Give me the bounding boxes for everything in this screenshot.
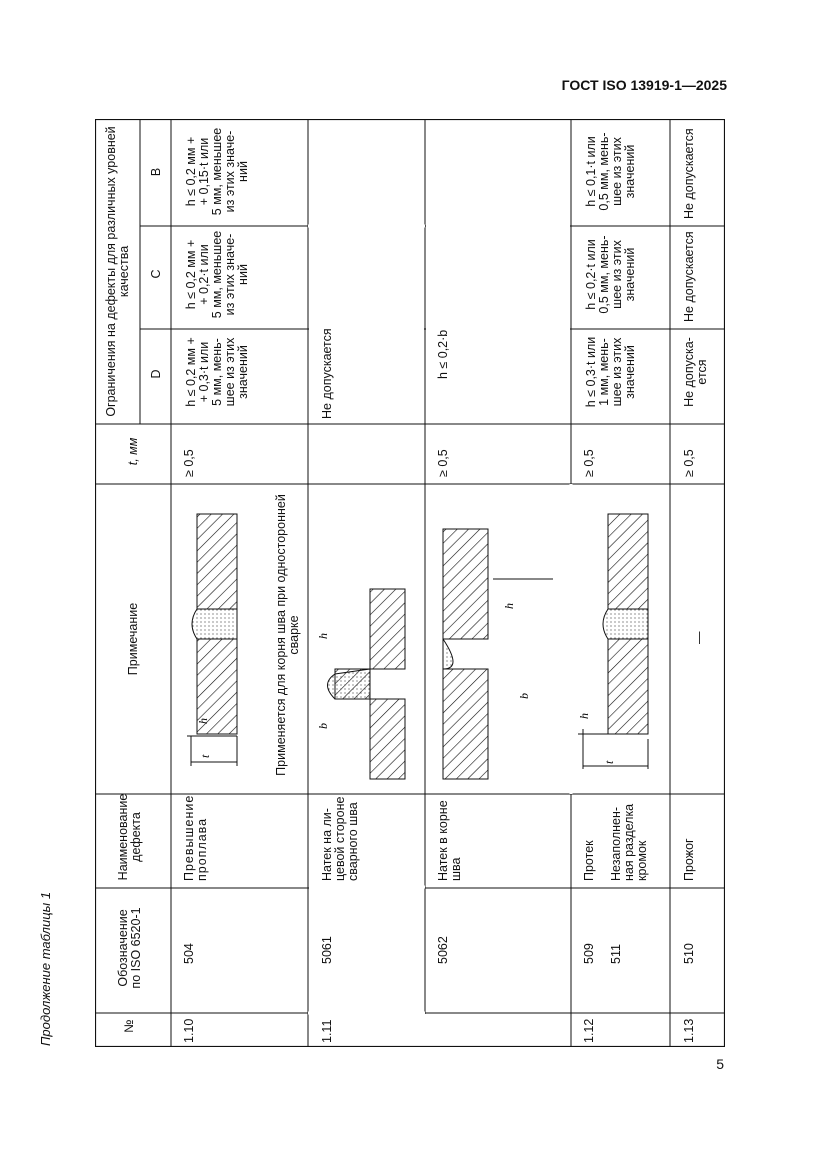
row-1-10-t: ≥ 0,5 <box>182 449 196 477</box>
sketch-overlap-root <box>433 519 563 789</box>
row-1-12-d: h ≤ 0,3·t или 1 мм, мень- шее из этих значений <box>584 336 637 408</box>
col-header-t: t, мм <box>126 437 140 466</box>
row-1-11-designation: 5061 <box>320 936 334 964</box>
col-header-limits: Ограничения на дефекты для различных уровней качества <box>104 126 131 417</box>
row-5062-designation: 5062 <box>436 936 450 964</box>
row-1-13-name: Прожог <box>682 838 696 881</box>
row-1-10-note: Применяется для корня шва при односторонней сварке <box>274 494 301 776</box>
row-1-10-name: Превышение проплава <box>182 794 209 881</box>
row-1-12-designation: 509 511 <box>582 943 623 964</box>
sketch-excess-penetration <box>187 504 267 774</box>
table-caption: Продолжение таблицы 1 <box>38 891 53 1046</box>
label-t-2: t <box>602 760 616 764</box>
row-1-10-b: h ≤ 0,2 мм + + 0,15·t или 5 мм, меньшее из этих значе- ний <box>184 127 250 216</box>
label-h-2: h <box>316 633 330 639</box>
row-5062-t: ≥ 0,5 <box>436 449 450 477</box>
label-t: t <box>198 754 212 758</box>
row-1-12-b: h ≤ 0,1·t или 0,5 мм, мень- шее из этих значений <box>584 132 637 211</box>
col-header-name: Наименование дефекта <box>116 793 143 881</box>
col-header-note: Примечание <box>126 602 140 676</box>
label-b-2: b <box>517 693 531 699</box>
row-1-12-name: Протек Незаполнен- ная разделка кромок <box>582 803 649 881</box>
row-1-10-c: h ≤ 0,2 мм + + 0,2·t или 5 мм, меньшее из этих значе- ний <box>184 230 250 319</box>
col-header-level-d: D <box>149 369 163 379</box>
row-1-12-no: 1.12 <box>582 1018 596 1043</box>
row-1-10-no: 1.10 <box>182 1018 196 1043</box>
document-header: ГОСТ ISO 13919-1—2025 <box>561 77 727 93</box>
sketch-root-sagging <box>573 504 668 784</box>
col-header-level-b: B <box>149 167 163 177</box>
page-number: 5 <box>716 1056 724 1072</box>
row-1-10-designation: 504 <box>182 943 196 964</box>
row-1-13-no: 1.13 <box>682 1018 696 1043</box>
col-header-no: № <box>122 1019 136 1033</box>
col-header-level-c: C <box>149 269 163 279</box>
row-1-13-c: Не допускается <box>682 231 696 322</box>
label-h-3: h <box>502 603 516 609</box>
row-1-11-no: 1.11 <box>320 1019 334 1043</box>
row-1-13-t: ≥ 0,5 <box>682 449 696 477</box>
row-1-10-d: h ≤ 0,2 мм + + 0,3·t или 5 мм, мень- шее из этих значений <box>184 337 250 407</box>
row-1-11-limit-c-b: Не допускается <box>320 328 334 419</box>
row-1-12-t: ≥ 0,5 <box>582 449 596 477</box>
row-1-13-d: Не допуска- ется <box>682 337 709 407</box>
row-1-13-designation: 510 <box>682 943 696 964</box>
row-5062-name: Натек в корне шва <box>436 800 463 881</box>
row-1-11-name: Натек на ли- цевой стороне сварного шва <box>320 796 360 881</box>
label-h: h <box>196 718 210 724</box>
row-1-12-c: h ≤ 0,2·t или 0,5 мм, мень- шее из этих значений <box>584 235 637 314</box>
label-b: b <box>316 723 330 729</box>
defects-table <box>95 119 725 1047</box>
row-1-13-b: Не допускается <box>682 128 696 219</box>
row-5062-d: h ≤ 0,2·b <box>436 329 450 379</box>
col-header-designation: Обозначение по ISO 6520-1 <box>116 907 143 989</box>
row-1-13-note: — <box>692 631 706 644</box>
label-h-4: h <box>577 713 591 719</box>
sketch-overlap-face <box>315 579 415 789</box>
